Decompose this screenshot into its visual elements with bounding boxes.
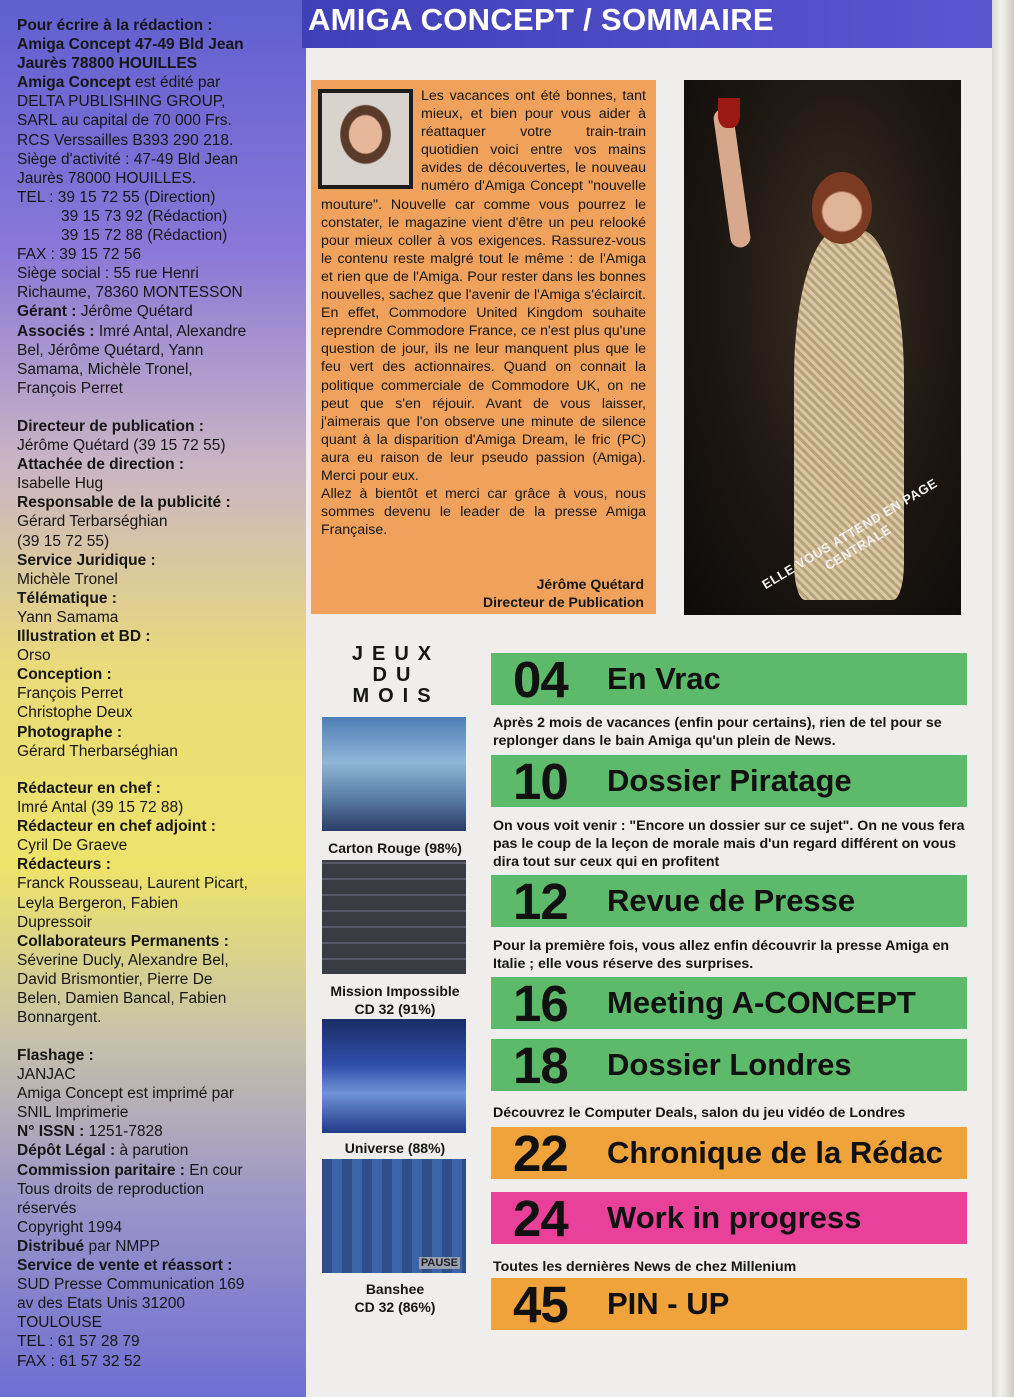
pause-label: PAUSE	[420, 1257, 458, 1269]
colophon-line	[17, 226, 297, 245]
colophon-label: Distribué	[17, 1237, 85, 1255]
colophon-text: à parution	[115, 1142, 189, 1160]
colophon-line	[17, 283, 297, 302]
colophon-text: François Perret	[17, 379, 123, 397]
colophon-text: Bel, Jérôme Quétard, Yann	[17, 341, 204, 359]
toc-title: Dossier Piratage	[607, 763, 852, 798]
toc-entry-18[interactable]	[491, 1037, 967, 1094]
game-caption	[310, 839, 480, 857]
toc-page-number: 04	[513, 651, 568, 708]
toc-title: Chronique de la Rédac	[607, 1135, 943, 1170]
colophon-line	[17, 341, 297, 360]
colophon-text: FAX : 61 57 32 52	[17, 1352, 142, 1370]
toc-entry-12[interactable]	[491, 873, 967, 930]
colophon-block-direction	[17, 417, 297, 761]
colophon-text: Séverine Ducly, Alexandre Bel,	[17, 951, 229, 969]
colophon-line	[17, 589, 297, 608]
colophon-line	[17, 570, 297, 589]
colophon-label: Jaurès 78800 HOUILLES	[17, 55, 198, 73]
editorial-paragraph-2: Allez à bientôt et merci car grâce à vous, nous sommes devenu le leader de la presse Amiga Française.	[321, 486, 646, 539]
game-screenshot-banshee	[322, 1159, 466, 1273]
colophon-label: Attachée de direction :	[17, 456, 185, 474]
colophon-text: 39 15 72 88 (Rédaction)	[61, 227, 228, 245]
game-caption-line: CD 32 (91%)	[354, 1001, 436, 1017]
toc-description: On vous voit venir : "Encore un dossier sur ce sujet". On ne vous fera pas le coup de la leçon de morale mais d'un regard différent on vous dira tout sur ceux qui en profitent	[493, 818, 965, 871]
colophon-block-redaction	[17, 779, 297, 1027]
colophon-label: Flashage :	[17, 1047, 94, 1064]
wine-glass-icon	[718, 98, 740, 128]
colophon-line	[17, 855, 297, 874]
colophon-label: Dépôt Légal :	[17, 1142, 116, 1160]
colophon-line	[17, 798, 297, 817]
colophon-text: Christophe Deux	[17, 704, 133, 722]
toc-description: Pour la première fois, vous allez enfin découvrir la presse Amiga en Italie ; elle vous réserve des surprises.	[493, 938, 949, 973]
colophon-text: Orso	[17, 647, 51, 665]
colophon-text: Samama, Michèle Tronel,	[17, 360, 193, 378]
toc-description: Toutes les dernières News de chez Millenium	[493, 1259, 797, 1275]
colophon-label: Illustration et BD :	[17, 628, 151, 646]
colophon-label: Rédacteur en chef adjoint :	[17, 818, 216, 836]
colophon-text: Jérôme Quétard	[76, 303, 193, 321]
colophon-line	[17, 245, 297, 264]
colophon-text: Michèle Tronel	[17, 570, 118, 588]
colophon-label: Commission paritaire :	[17, 1161, 185, 1179]
colophon-block-printing	[17, 1046, 297, 1371]
colophon-line	[17, 264, 297, 283]
toc-title: En Vrac	[607, 661, 721, 696]
colophon-line	[17, 779, 297, 798]
colophon-line	[17, 1218, 297, 1237]
colophon-label: Amiga Concept	[17, 74, 131, 92]
colophon-label: Conception :	[17, 666, 112, 684]
colophon-line	[17, 436, 297, 455]
colophon-line	[17, 493, 297, 512]
games-title-line: JEUX	[351, 643, 441, 665]
game-caption-line: Universe (88%)	[344, 1140, 446, 1156]
game-screenshot-universe	[322, 1019, 466, 1133]
colophon-text: par NMPP	[84, 1237, 160, 1255]
colophon-line	[17, 16, 297, 35]
toc-page-number: 10	[513, 753, 568, 810]
colophon-line	[17, 54, 297, 73]
photo-caption: ELLE VOUS ATTEND EN PAGE CENTRALE	[759, 475, 940, 593]
colophon-text: Dupressoir	[17, 913, 92, 931]
colophon-line	[17, 1275, 297, 1294]
toc-entry-45[interactable]	[491, 1276, 967, 1333]
colophon-text: 1251-7828	[84, 1123, 163, 1141]
colophon-line	[17, 302, 297, 321]
colophon-label: Rédacteurs :	[17, 856, 111, 874]
game-caption-line: Carton Rouge (98%)	[328, 840, 462, 856]
colophon-line	[17, 836, 297, 855]
colophon-line	[17, 1180, 297, 1199]
games-title-line: DU	[372, 664, 420, 686]
colophon-text: av des Etats Unis 31200	[17, 1295, 186, 1313]
colophon-text: François Perret	[17, 685, 123, 703]
colophon-line	[17, 551, 297, 570]
colophon-text: est édité par	[130, 74, 221, 92]
toc-entry-04[interactable]	[491, 651, 967, 708]
colophon-text: Isabelle Hug	[17, 475, 104, 493]
colophon-label: Service Juridique :	[17, 551, 156, 569]
colophon-line	[17, 989, 297, 1008]
colophon-line	[17, 684, 297, 703]
colophon-line	[17, 417, 297, 436]
toc-entry-24[interactable]	[491, 1190, 967, 1247]
toc-entry-22[interactable]	[491, 1125, 967, 1182]
colophon-line	[17, 665, 297, 684]
colophon-line	[17, 379, 297, 398]
colophon-label: Responsable de la publicité :	[17, 494, 231, 512]
colophon-line	[17, 1046, 297, 1065]
games-of-month-title	[350, 644, 442, 707]
colophon-line	[17, 1141, 297, 1160]
colophon-text: En cour	[184, 1161, 243, 1179]
colophon-line	[17, 1237, 297, 1256]
signature-name: Jérôme Quétard	[536, 576, 644, 592]
colophon-text: Tous droits de reproduction	[17, 1180, 204, 1198]
colophon-text: JANJAC	[17, 1066, 76, 1084]
game-caption-line: Banshee	[365, 1281, 425, 1297]
colophon-label: Directeur de publication :	[17, 418, 204, 435]
colophon-line	[17, 455, 297, 474]
colophon-line	[17, 1103, 297, 1122]
games-title-line: MOIS	[352, 685, 440, 707]
colophon-line	[17, 532, 297, 551]
colophon-text: TEL : 39 15 72 55 (Direction)	[17, 188, 216, 206]
colophon-line	[17, 188, 297, 207]
colophon-label: Amiga Concept 47-49 Bld Jean	[17, 36, 244, 54]
game-caption	[310, 1139, 480, 1157]
colophon-label: Collaborateurs Permanents :	[17, 932, 229, 950]
colophon-label: Rédacteur en chef :	[17, 780, 161, 797]
colophon-line	[17, 1008, 297, 1027]
toc-page-number: 12	[513, 873, 568, 930]
colophon-line	[17, 608, 297, 627]
colophon-label: N° ISSN :	[17, 1123, 85, 1141]
colophon-text: Imré Antal, Alexandre	[94, 322, 247, 340]
colophon-text: Gérard Therbarséghian	[17, 742, 178, 760]
editorial-box	[311, 80, 656, 614]
colophon-line	[17, 970, 297, 989]
colophon-text: Richaume, 78360 MONTESSON	[17, 284, 243, 302]
colophon-label: Photographe :	[17, 723, 123, 741]
colophon-text: SNIL Imprimerie	[17, 1104, 129, 1122]
colophon-line	[17, 512, 297, 531]
colophon-text: SUD Presse Communication 169	[17, 1276, 245, 1294]
colophon-line	[17, 73, 297, 92]
colophon-text: DELTA PUBLISHING GROUP,	[17, 93, 226, 111]
colophon-label: Pour écrire à la rédaction :	[17, 17, 213, 34]
colophon-line	[17, 894, 297, 913]
colophon-line	[17, 322, 297, 341]
colophon-line	[17, 150, 297, 169]
toc-title: Work in progress	[607, 1200, 862, 1235]
toc-page-number: 16	[513, 975, 568, 1032]
colophon-text: Gérard Terbarséghian	[17, 513, 168, 531]
toc-title: PIN - UP	[607, 1286, 730, 1321]
toc-page-number: 22	[513, 1125, 568, 1182]
game-screenshot-mission-impossible	[322, 860, 466, 974]
colophon-line	[17, 646, 297, 665]
colophon-text: Copyright 1994	[17, 1218, 123, 1236]
colophon-line	[17, 1161, 297, 1180]
colophon-text: Franck Rousseau, Laurent Picart,	[17, 875, 248, 893]
toc-description: Découvrez le Computer Deals, salon du jeu vidéo de Londres	[493, 1105, 906, 1121]
toc-entry-16[interactable]	[491, 975, 967, 1032]
toc-title: Revue de Presse	[607, 883, 856, 918]
toc-entry-10[interactable]	[491, 753, 967, 810]
toc-description: Après 2 mois de vacances (enfin pour certains), rien de tel pour se replonger dans le bain Amiga qu'un plein de News.	[493, 715, 942, 750]
game-caption-line: Mission Impossible	[330, 983, 460, 999]
colophon-text: Amiga Concept est imprimé par	[17, 1085, 235, 1103]
colophon-line	[17, 1352, 297, 1371]
editorial-signature	[483, 575, 644, 611]
colophon-line	[17, 1084, 297, 1103]
colophon-label: Service de vente et réassort :	[17, 1257, 233, 1275]
colophon-line	[17, 1256, 297, 1275]
colophon-label: Associés :	[17, 322, 95, 340]
colophon-text: TEL : 61 57 28 79	[17, 1333, 140, 1351]
colophon-line	[17, 703, 297, 722]
colophon-text: SARL au capital de 70 000 Frs.	[17, 112, 232, 130]
colophon-line	[17, 92, 297, 111]
colophon-line	[17, 913, 297, 932]
colophon-block-address	[17, 16, 297, 398]
colophon-text: Cyril De Graeve	[17, 837, 128, 855]
page-header	[302, 0, 992, 48]
colophon-line	[17, 111, 297, 130]
colophon-text: RCS Verssailles B393 290 218.	[17, 131, 234, 149]
colophon-text: Bonnargent.	[17, 1009, 102, 1027]
colophon-line	[17, 874, 297, 893]
colophon-text: réservés	[17, 1199, 77, 1217]
pinup-photo	[684, 80, 961, 615]
colophon-text: FAX : 39 15 72 56	[17, 246, 142, 264]
colophon-text: Siège social : 55 rue Henri	[17, 265, 199, 283]
colophon-line	[17, 723, 297, 742]
colophon-line	[17, 1294, 297, 1313]
colophon-column	[0, 0, 306, 1397]
colophon-line	[17, 1065, 297, 1084]
colophon-text: Jaurès 78000 HOUILLES.	[17, 169, 197, 187]
colophon-line	[17, 1313, 297, 1332]
colophon-line	[17, 131, 297, 150]
colophon-line	[17, 1122, 297, 1141]
toc-title: Meeting A-CONCEPT	[607, 985, 916, 1020]
colophon-line	[17, 207, 297, 226]
toc-title: Dossier Londres	[607, 1047, 852, 1082]
editorial-paragraph-1: Les vacances ont été bonnes, tant mieux, et bien pour vous aider à réattaquer votre train-train quotidien voici entre vos mains avides de découvertes, le nouveau numéro d'Amiga Concept "nouvelle mouture". Nouvelle car comme vous pourrez le constater, le magazine vient d'être un peu relooké pour mieux coller à vos exigences. Rassurez-vous le contenu reste malgré tout le même : de l'Amiga et rien que de l'Amiga. Pour rester dans les bonnes nouvelles, sachez que l'avenir de l'Amiga s'éclaircit. En effet, Commodore United Kingdom souhaite reprendre Commodore France, ce n'est plus qu'une question de jour, ils ne leur manquent plus que le feu vert des actionnaires. Quand on connait la politique commerciale de Commodore UK, on ne peut que s'en réjouir. Avant de vous laisser, j'aimerais que l'on observe une minute de silence quant à la disparition d'Amiga Dream, le fric (PC) aura eu raison de leur pseudo passion (Amiga). Merci pour eux.	[321, 88, 646, 484]
toc-page-number: 18	[513, 1037, 568, 1094]
page-title: AMIGA CONCEPT / SOMMAIRE	[308, 2, 774, 37]
toc-page-number: 24	[513, 1190, 568, 1247]
colophon-line	[17, 169, 297, 188]
colophon-line	[17, 742, 297, 761]
toc-page-number: 45	[513, 1276, 568, 1333]
signature-title: Directeur de Publication	[482, 594, 644, 610]
game-caption	[310, 982, 480, 1018]
game-screenshot-carton-rouge	[322, 717, 466, 831]
game-caption-line: CD 32 (86%)	[354, 1299, 436, 1315]
colophon-line	[17, 817, 297, 836]
colophon-text: Jérôme Quétard (39 15 72 55)	[17, 437, 226, 455]
colophon-text: Yann Samama	[17, 608, 119, 626]
colophon-line	[17, 1332, 297, 1351]
colophon-text: Siège d'activité : 47-49 Bld Jean	[17, 150, 238, 168]
colophon-line	[17, 360, 297, 379]
page-binding-edge	[992, 0, 1014, 1397]
colophon-text: Imré Antal (39 15 72 88)	[17, 799, 184, 817]
colophon-text: Leyla Bergeron, Fabien	[17, 894, 179, 912]
colophon-line	[17, 627, 297, 646]
colophon-line	[17, 951, 297, 970]
colophon-line	[17, 932, 297, 951]
colophon-text: 39 15 73 92 (Rédaction)	[61, 207, 228, 225]
game-caption	[310, 1280, 480, 1316]
colophon-text: David Brismontier, Pierre De	[17, 970, 213, 988]
colophon-text: Belen, Damien Bancal, Fabien	[17, 990, 227, 1008]
colophon-text: TOULOUSE	[17, 1314, 102, 1332]
editorial-text	[321, 87, 646, 539]
colophon-line	[17, 1199, 297, 1218]
colophon-line	[17, 474, 297, 493]
colophon-line	[17, 35, 297, 54]
colophon-label: Gérant :	[17, 303, 77, 321]
colophon-text: (39 15 72 55)	[17, 532, 110, 550]
colophon-label: Télématique :	[17, 589, 117, 607]
